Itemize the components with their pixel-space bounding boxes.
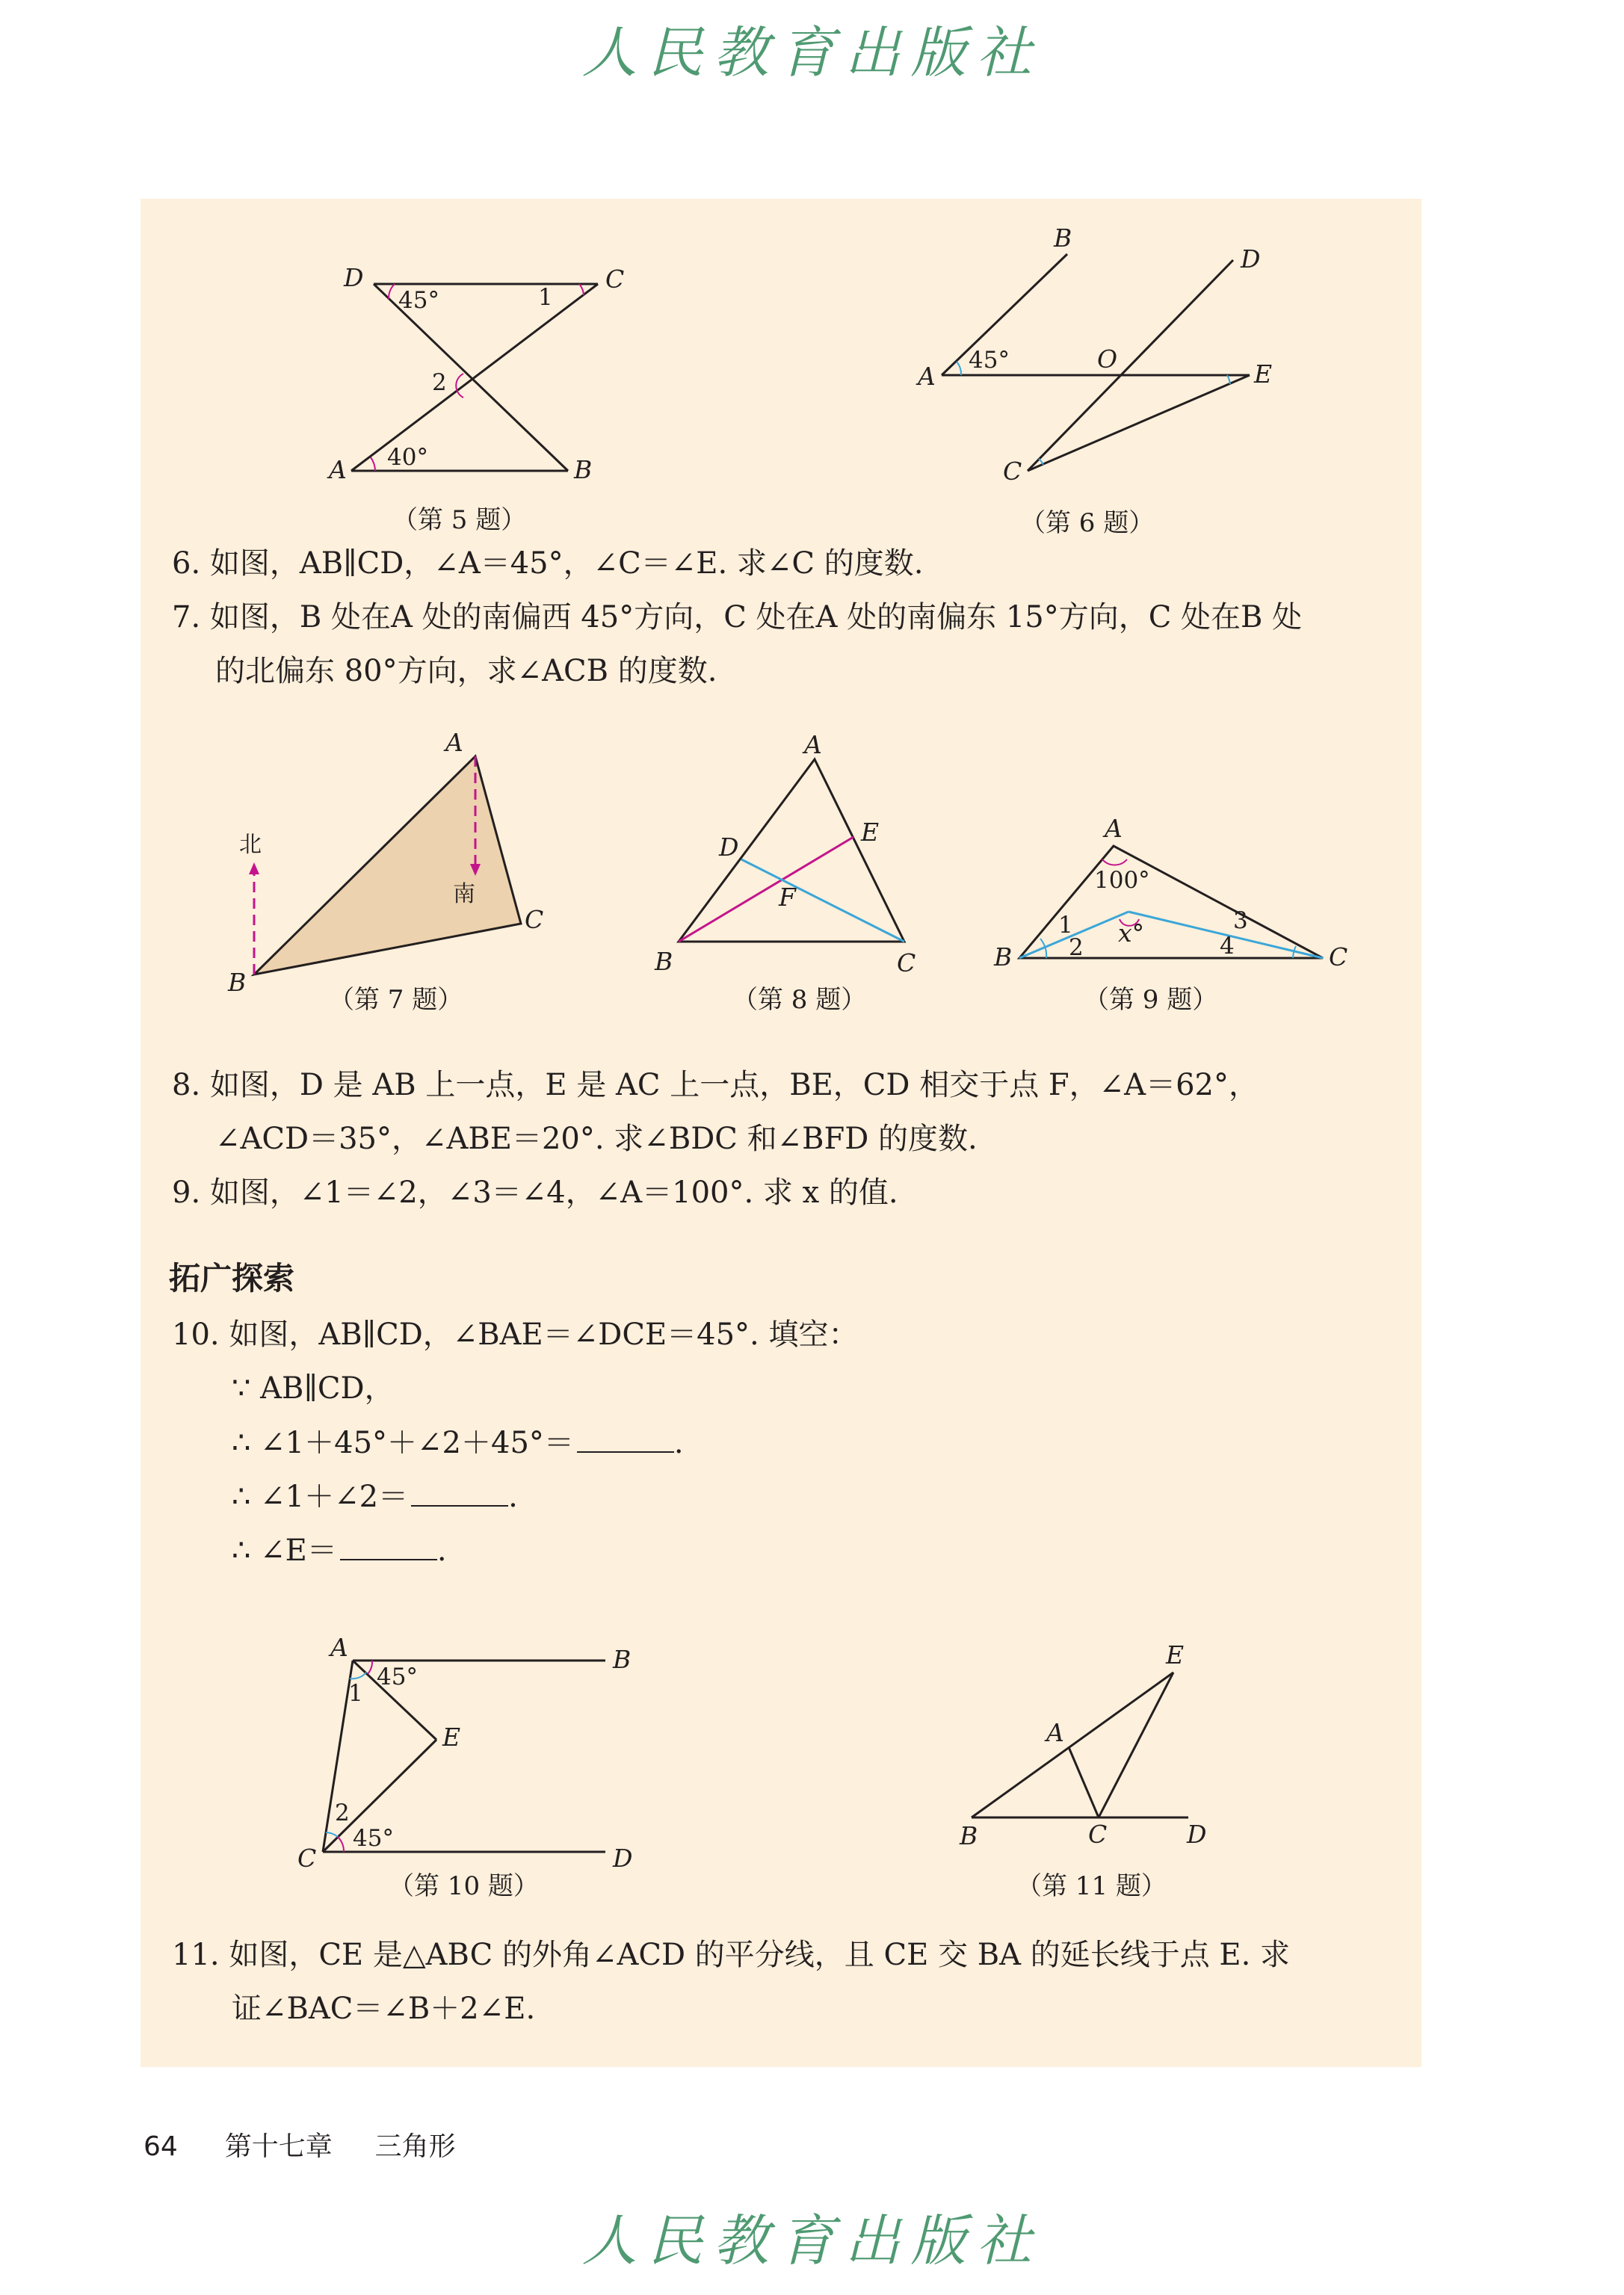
fig5-arc-d [389,284,395,299]
fig10-arc-c2 [326,1832,338,1837]
chapter-label: 第十七章 [224,2131,333,2162]
fig5-label-c: C [605,265,625,294]
fig6-label-a: A [918,362,936,391]
publisher-logo-bottom: 人民教育出版社 [581,2209,1043,2273]
fig9-angle-1: 1 [1058,912,1073,939]
fig9-label-c: C [1329,942,1348,972]
problem-9: 9. 如图，∠1＝∠2，∠3＝∠4，∠A＝100°. 求 x 的值. [172,1176,898,1210]
page-number: 64 [143,2131,178,2162]
fig5-line-ca [351,284,598,471]
fig6-label-d: D [1241,244,1261,274]
fig7-label-c: C [525,905,544,934]
problem-7-line-2: 的北偏东 80°方向，求∠ACB 的度数. [215,654,717,688]
fig11-label-b: B [960,1821,978,1850]
figure-11 [949,1629,1263,1850]
fig9-caption: （第 9 题） [1084,985,1218,1015]
fig5-angle-45: 45° [398,287,439,314]
fig9-arc-a [1102,859,1127,865]
fig6-arc-a [957,362,961,375]
fig10-arc-c1 [338,1837,344,1852]
blank-2[interactable] [411,1478,508,1507]
step-2-dot: . [673,1426,684,1460]
fig8-label-c: C [897,948,916,977]
fig6-arc-e [1227,375,1230,384]
fig10-angle-2: 2 [335,1800,350,1826]
fig7-label-a: A [445,728,463,757]
step-4-text: ∴ ∠E＝ [232,1533,337,1568]
fig10-angle-45-bottom: 45° [353,1825,394,1852]
fig11-line-ce [1099,1672,1173,1817]
fig6-line-cd [1028,260,1233,471]
fig7-caption: （第 7 题） [329,985,463,1015]
fig8-line-cd [741,859,904,942]
fig7-triangle [254,756,521,974]
fig10-angle-1: 1 [348,1680,363,1707]
figure-6 [904,224,1293,493]
problem-11-line-1: 11. 如图，CE 是△ABC 的外角∠ACD 的平分线，且 CE 交 BA 的延长线于点 E. 求 [172,1938,1291,1972]
step-3-dot: . [508,1480,518,1514]
fig10-label-a: A [330,1633,348,1662]
problem-10-step-4 [232,1532,447,1569]
fig8-label-d: D [719,833,739,862]
step-2-text: ∴ ∠1＋45°＋∠2＋45°＝ [232,1426,574,1460]
section-heading: 拓广探索 [169,1260,295,1297]
fig11-label-e: E [1166,1640,1185,1669]
problem-6: 6. 如图，AB∥CD，∠A＝45°，∠C＝∠E. 求∠C 的度数. [172,546,924,581]
fig5-angle-2: 2 [432,369,447,396]
fig6-line-ce [1028,375,1250,471]
fig8-caption: （第 8 题） [732,985,867,1015]
blank-1[interactable] [577,1424,674,1453]
fig11-caption: （第 11 题） [1016,1871,1167,1901]
step-4-dot: . [436,1533,447,1568]
fig9-angle-100: 100° [1094,867,1150,894]
fig8-triangle [679,759,904,942]
problem-8-line-2: ∠ACD＝35°，∠ABE＝20°. 求∠BDC 和∠BFD 的度数. [215,1122,978,1156]
fig8-label-a: A [804,730,822,759]
problem-10-step-2 [232,1424,684,1461]
fig6-caption: （第 6 题） [1020,508,1155,538]
fig5-caption: （第 5 题） [392,505,527,535]
fig5-angle-1: 1 [538,284,553,311]
fig9-label-a: A [1105,814,1123,843]
fig11-label-a: A [1046,1718,1064,1747]
problem-10: 10. 如图，AB∥CD，∠BAE＝∠DCE＝45°. 填空： [172,1318,859,1352]
page-footer [143,2125,456,2163]
fig9-angle-3: 3 [1233,907,1248,934]
figure-10 [284,1629,658,1876]
fig10-label-b: B [613,1645,632,1674]
fig9-angle-4: 4 [1220,933,1235,960]
fig8-label-e: E [861,818,880,847]
fig11-label-d: D [1187,1820,1207,1849]
fig10-label-d: D [613,1844,633,1873]
fig10-arc-a2 [350,1672,366,1678]
fig5-label-a: A [329,455,347,484]
fig9-angle-2: 2 [1069,934,1084,961]
fig9-label-b: B [994,942,1013,972]
fig7-label-b: B [228,968,247,997]
fig6-angle-45: 45° [969,347,1010,374]
problem-10-step-1: ∵ AB∥CD， [232,1371,395,1406]
fig9-triangle [1019,846,1323,958]
chapter-title: 三角形 [374,2131,456,2162]
problem-7-line-1: 7. 如图，B 处在A 处的南偏西 45°方向，C 处在A 处的南偏东 15°方向，C 处在B 处 [172,600,1303,634]
fig10-angle-45-top: 45° [377,1664,418,1690]
fig10-arc-a1 [368,1661,372,1674]
publisher-logo-top: 人民教育出版社 [581,21,1043,85]
figure-9 [987,800,1360,972]
fig11-label-c: C [1088,1820,1108,1849]
fig5-arc-a [371,457,375,471]
fig5-label-b: B [574,455,593,484]
fig7-north-arrowhead [249,862,259,874]
fig7-label-north: 北 [239,832,262,858]
fig11-line-ac [1069,1747,1099,1817]
fig5-label-d: D [344,263,364,292]
fig6-label-c: C [1003,457,1022,486]
fig6-label-o: O [1097,345,1118,374]
fig6-label-b: B [1054,223,1072,253]
fig7-label-south: 南 [453,881,475,907]
blank-3[interactable] [340,1532,437,1560]
problem-8-line-1: 8. 如图，D 是 AB 上一点，E 是 AC 上一点，BE，CD 相交于点 F，∠A＝62°， [172,1068,1259,1102]
problem-11-line-2: 证∠BAC＝∠B＋2∠E. [232,1992,536,2026]
fig8-label-f: F [779,883,796,912]
figure-7 [224,717,561,997]
figure-8 [650,725,934,986]
fig8-label-b: B [655,947,673,976]
fig5-angle-40: 40° [387,444,428,471]
fig5-arc-c [579,284,584,295]
fig10-label-c: C [297,1844,317,1873]
problem-10-step-3 [232,1478,518,1515]
fig11-line-be [972,1672,1173,1817]
fig10-caption: （第 10 题） [389,1871,539,1901]
fig10-label-e: E [442,1723,461,1752]
fig9-angle-x: x° [1118,918,1145,948]
fig6-label-e: E [1254,359,1273,389]
figure-5 [321,262,635,501]
fig8-line-be [679,837,853,942]
step-3-text: ∴ ∠1＋∠2＝ [232,1480,409,1514]
